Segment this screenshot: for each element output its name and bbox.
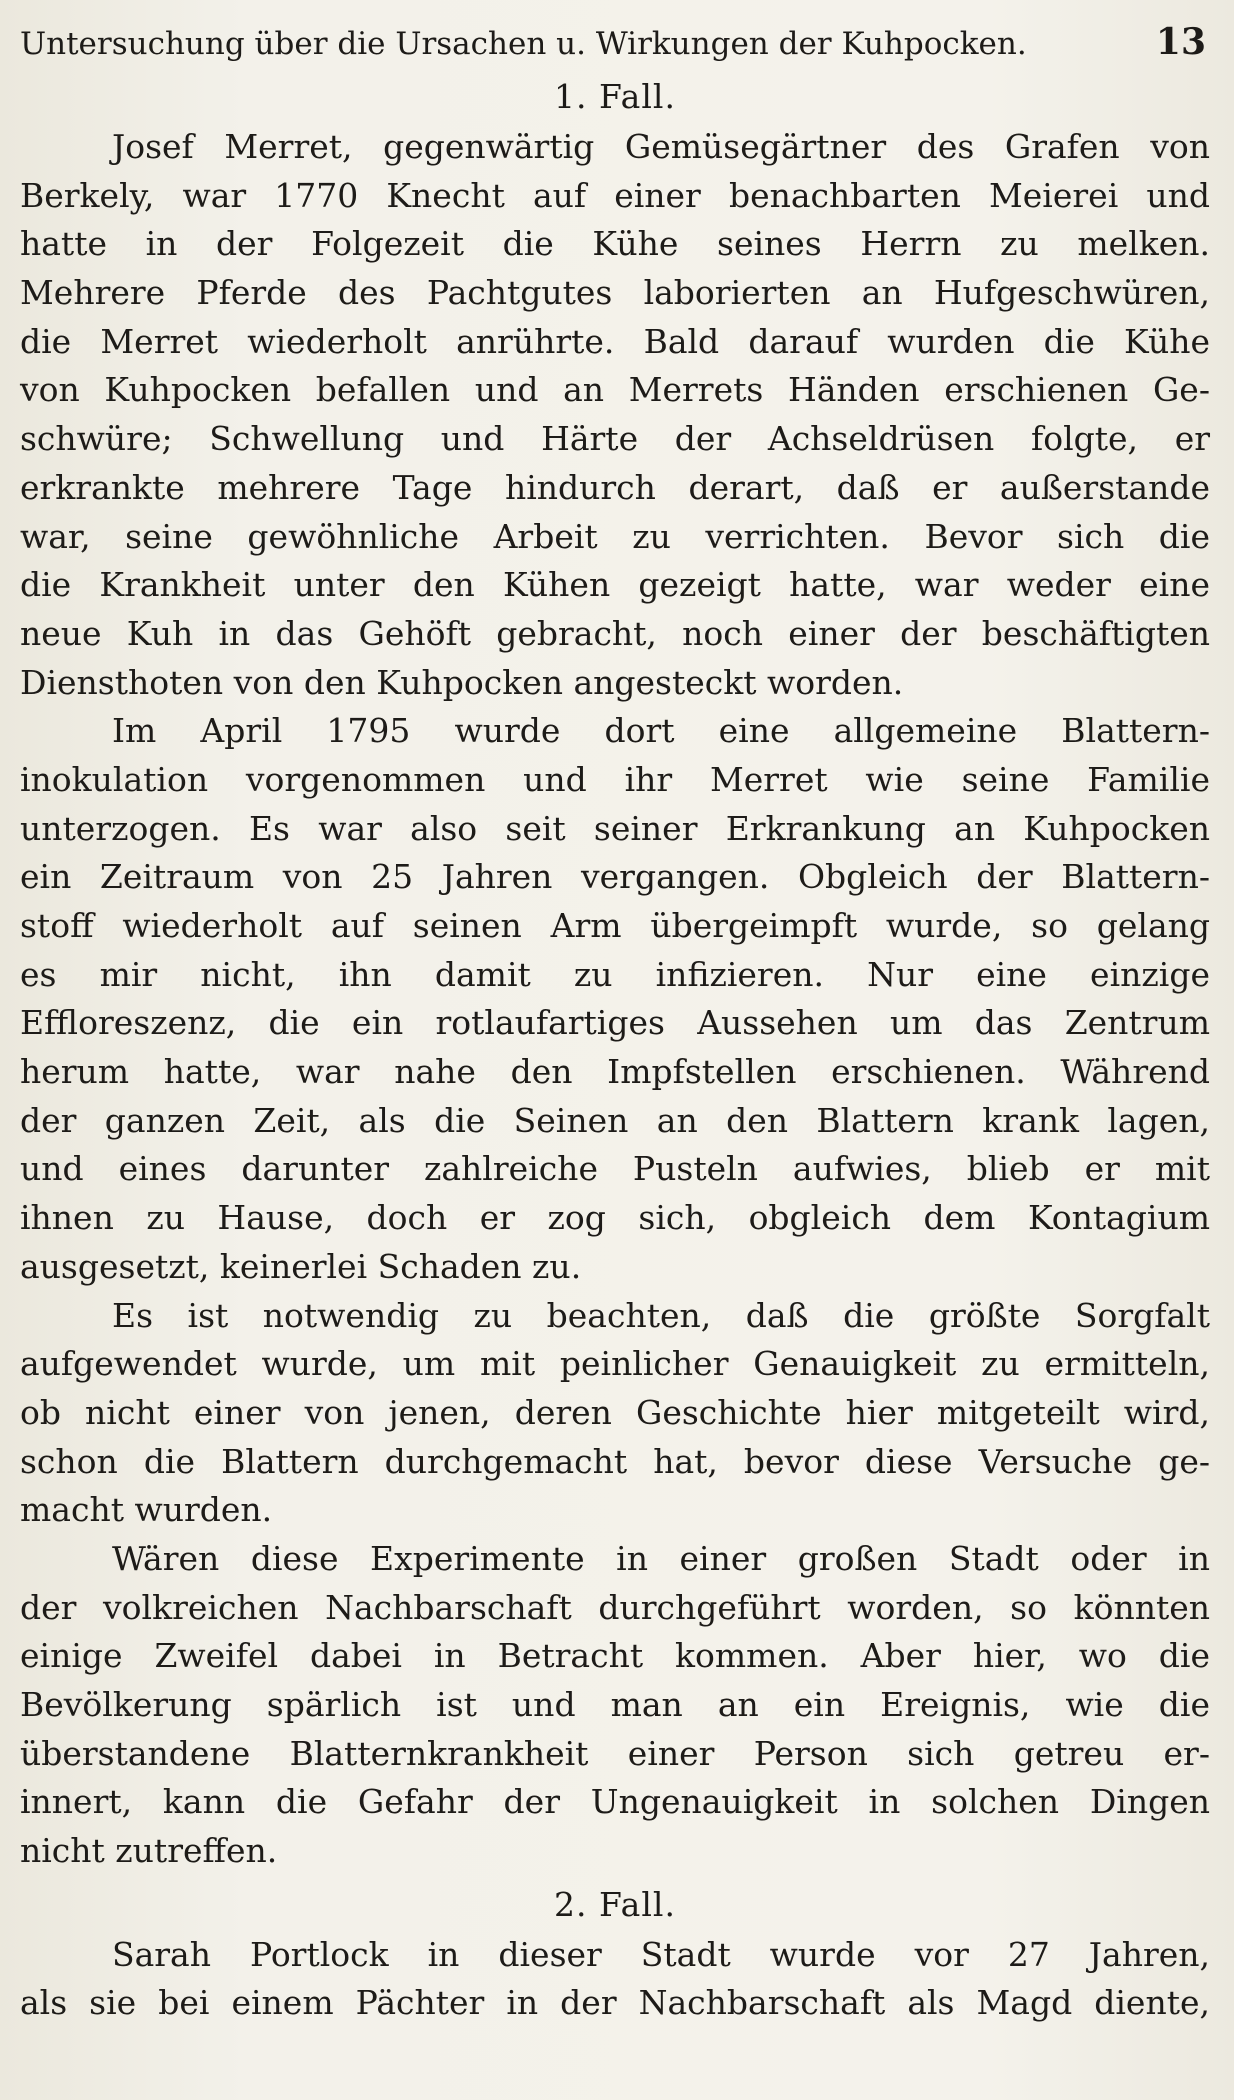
text-line: Berkely, war 1770 Knecht auf einer benachbarten Meierei und (20, 175, 1210, 215)
text-line: und eines darunter zahlreiche Pusteln aufwies, blieb er mit (20, 1149, 1210, 1189)
running-title: Untersuchung über die Ursachen u. Wirkungen der Kuhpocken. (20, 26, 1027, 62)
text-line: nicht zutreffen. (20, 1831, 278, 1871)
text-line: Es ist notwendig zu beachten, daß die größte Sorgfalt (112, 1295, 1210, 1335)
case-1-paragraph-1 (20, 123, 1210, 707)
text-line: Effloreszenz, die ein rotlaufartiges Aussehen um das Zentrum (20, 1003, 1210, 1043)
text-line: es mir nicht, ihn damit zu infizieren. Nur eine einzige (20, 954, 1210, 994)
text-line: einige Zweifel dabei in Betracht kommen. Aber hier, wo die (20, 1636, 1210, 1676)
case-1-heading: 1. Fall. (554, 77, 676, 116)
text-line: inokulation vorgenommen und ihr Merret wie seine Familie (20, 759, 1210, 799)
case-2-heading: 2. Fall. (554, 1884, 676, 1924)
text-line: Diensthoten von den Kuhpocken angesteckt worden. (20, 662, 904, 702)
text-line: aufgewendet wurde, um mit peinlicher Genauigkeit zu ermitteln, (20, 1344, 1210, 1384)
text-line: ihnen zu Hause, doch er zog sich, obgleich dem Kontagium (20, 1198, 1210, 1238)
text-line: Josef Merret, gegenwärtig Gemüsegärtner des Grafen von (112, 127, 1210, 166)
case-1-paragraph-4 (20, 1535, 1210, 1876)
text-line: überstandene Blatternkrankheit einer Person sich getreu er- (20, 1733, 1210, 1773)
text-line: neue Kuh in das Gehöft gebracht, noch einer der beschäftigten (20, 613, 1210, 653)
text-line: schwüre; Schwellung und Härte der Achseldrüsen folgte, er (20, 419, 1210, 459)
text-line: macht wurden. (20, 1490, 273, 1530)
text-line: herum hatte, war nahe den Impfstellen erschienen. Während (20, 1052, 1210, 1092)
text-line: Sarah Portlock in dieser Stadt wurde vor 27 Jahren, (112, 1934, 1210, 1974)
text-line: die Krankheit unter den Kühen gezeigt hatte, war weder eine (20, 565, 1210, 605)
text-line: innert, kann die Gefahr der Ungenauigkeit in solchen Dingen (20, 1782, 1210, 1822)
text-line: Mehrere Pferde des Pachtgutes laborierten an Hufgeschwüren, (20, 273, 1210, 313)
text-line: als sie bei einem Pächter in der Nachbarschaft als Magd diente, (20, 1983, 1210, 2023)
text-line: der volkreichen Nachbarschaft durchgeführt worden, so könnten (20, 1587, 1210, 1627)
text-line: stoff wiederholt auf seinen Arm übergeimpft wurde, so gelang (20, 906, 1210, 945)
case-2-paragraph-1 (20, 1931, 1210, 2028)
case-1-paragraph-3 (20, 1292, 1210, 1535)
text-line: war, seine gewöhnliche Arbeit zu verrichten. Bevor sich die (20, 516, 1210, 556)
text-line: ob nicht einer von jenen, deren Geschichte hier mitgeteilt wird, (20, 1392, 1210, 1432)
text-line: Wären diese Experimente in einer großen Stadt oder in (112, 1538, 1210, 1578)
text-line: hatte in der Folgezeit die Kühe seines Herrn zu melken. (20, 224, 1210, 264)
text-line: Bevölkerung spärlich ist und man an ein Ereignis, wie die (20, 1685, 1210, 1724)
text-line: der ganzen Zeit, als die Seinen an den Blattern krank lagen, (20, 1100, 1210, 1140)
page-number: 13 (1155, 21, 1206, 63)
text-line: unterzogen. Es war also seit seiner Erkrankung an Kuhpocken (20, 808, 1210, 848)
text-line: schon die Blattern durchgemacht hat, bevor diese Versuche ge- (20, 1441, 1210, 1481)
running-header (20, 18, 1210, 66)
text-line: erkrankte mehrere Tage hindurch derart, daß er außerstande (20, 467, 1210, 507)
text-line: ausgesetzt, keinerlei Schaden zu. (20, 1246, 582, 1286)
text-line: die Merret wiederholt anrührte. Bald darauf wurden die Kühe (20, 321, 1210, 361)
case-1-paragraph-2 (20, 707, 1210, 1291)
text-line: Im April 1795 wurde dort eine allgemeine Blattern- (112, 711, 1210, 751)
text-line: von Kuhpocken befallen und an Merrets Händen erschienen Ge- (20, 370, 1210, 410)
text-line: ein Zeitraum von 25 Jahren vergangen. Obgleich der Blattern- (20, 857, 1210, 897)
